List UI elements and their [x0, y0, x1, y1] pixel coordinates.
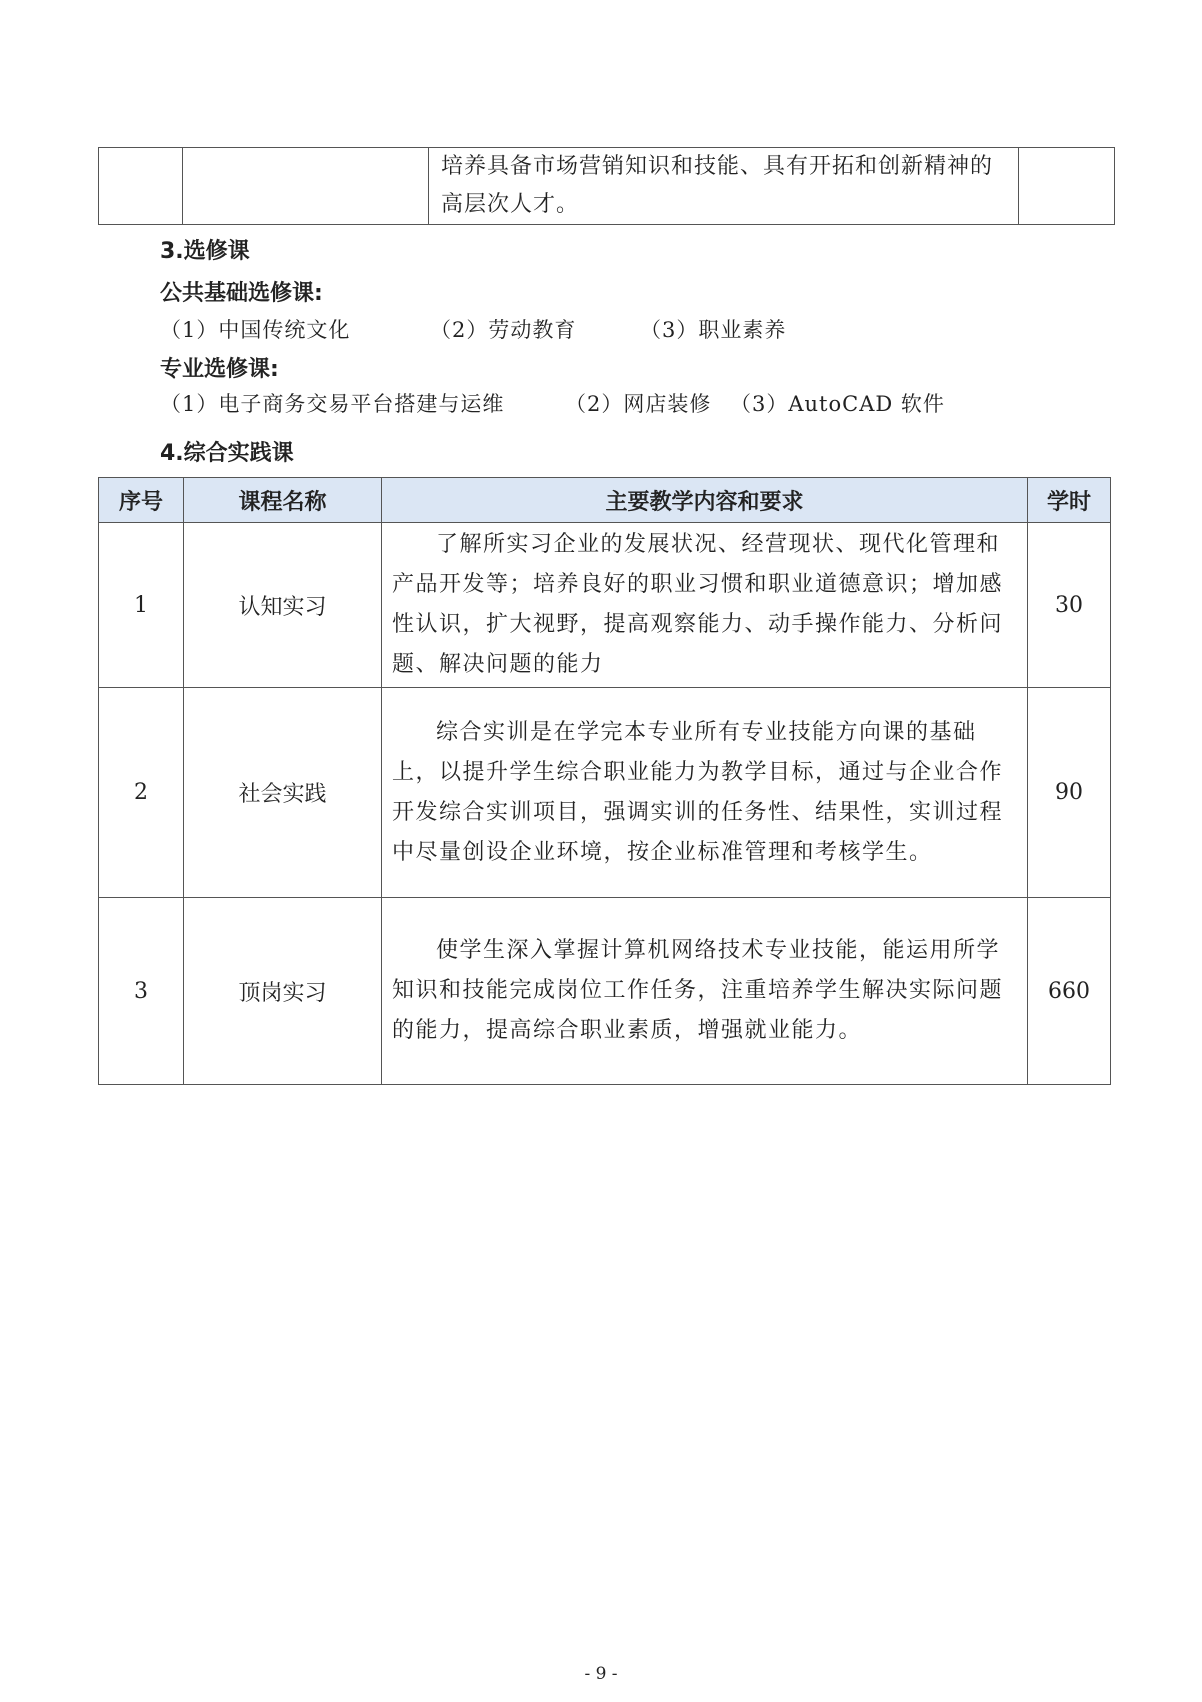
course-hours: 90	[1028, 688, 1111, 898]
course-content: 了解所实习企业的发展状况、经营现状、现代化管理和产品开发等；培养良好的职业习惯和职业道德意识；增加感性认识，扩大视野，提高观察能力、动手操作能力、分析问题、解决问题的能力	[382, 523, 1028, 688]
row-number: 2	[99, 688, 184, 898]
practice-heading: 4.综合实践课	[160, 441, 294, 466]
public-elective-item: （2）劳动教育	[430, 318, 577, 342]
course-content-cell: 培养具备市场营销知识和技能、具有开拓和创新精神的高层次人才。	[429, 148, 1019, 225]
table-row	[99, 898, 1111, 1085]
table-header-row	[99, 478, 1111, 523]
major-electives-heading: 专业选修课:	[160, 357, 279, 382]
table-row	[99, 148, 1115, 225]
public-elective-item: （3）职业素养	[640, 318, 787, 342]
table-row	[99, 688, 1111, 898]
column-header-hours: 学时	[1028, 478, 1111, 523]
major-elective-item: （2）网店装修	[565, 392, 712, 416]
public-elective-item: （1）中国传统文化	[160, 318, 351, 342]
electives-heading: 3.选修课	[160, 239, 250, 264]
public-electives-heading: 公共基础选修课:	[160, 281, 323, 306]
column-header-content: 主要教学内容和要求	[382, 478, 1028, 523]
course-name: 认知实习	[184, 523, 382, 688]
continued-course-table	[98, 147, 1115, 225]
empty-cell	[99, 148, 183, 225]
empty-cell	[183, 148, 429, 225]
course-content: 使学生深入掌握计算机网络技术专业技能，能运用所学知识和技能完成岗位工作任务，注重培养学生解决实际问题的能力，提高综合职业素质，增强就业能力。	[382, 898, 1028, 1085]
practice-course-table	[98, 477, 1111, 1085]
course-hours: 30	[1028, 523, 1111, 688]
column-header-name: 课程名称	[184, 478, 382, 523]
column-header-no: 序号	[99, 478, 184, 523]
row-number: 3	[99, 898, 184, 1085]
table-row	[99, 523, 1111, 688]
course-name: 社会实践	[184, 688, 382, 898]
major-elective-item: （3）AutoCAD 软件	[730, 392, 945, 416]
course-content: 综合实训是在学完本专业所有专业技能方向课的基础上，以提升学生综合职业能力为教学目标，通过与企业合作开发综合实训项目，强调实训的任务性、结果性，实训过程中尽量创设企业环境，按企业标准管理和考核学生。	[382, 688, 1028, 898]
row-number: 1	[99, 523, 184, 688]
course-hours: 660	[1028, 898, 1111, 1085]
empty-cell	[1019, 148, 1115, 225]
major-elective-item: （1）电子商务交易平台搭建与运维	[160, 392, 505, 416]
course-name: 顶岗实习	[184, 898, 382, 1085]
page-number: - 9 -	[584, 1664, 618, 1684]
